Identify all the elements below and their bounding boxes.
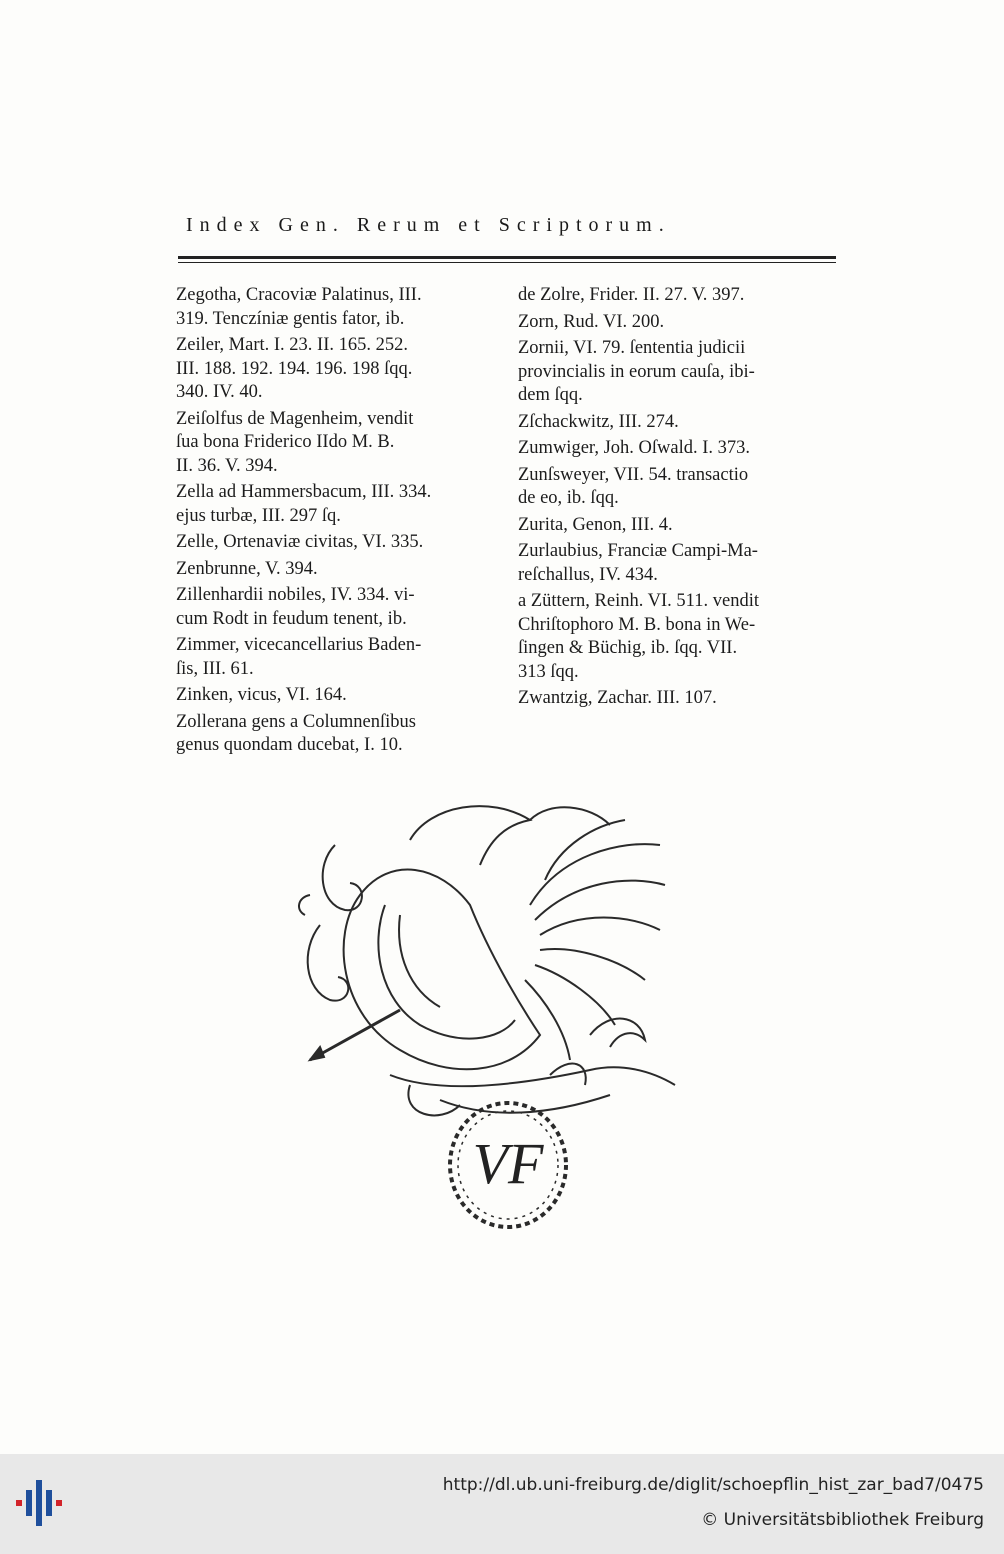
index-entry-line: provincialis in eorum cauſa, ibi- — [518, 361, 755, 382]
index-entry-line: Zenbrunne, V. 394. — [176, 558, 318, 579]
index-entry-line: dem ſqq. — [518, 385, 583, 405]
header-rule-thick — [178, 256, 836, 259]
index-entry-line: 319. Tenczíniæ gentis fator, ib. — [176, 308, 405, 329]
index-entry — [518, 540, 836, 587]
index-column-left — [176, 284, 494, 761]
index-entry — [176, 481, 494, 528]
index-entry-line: 340. IV. 40. — [176, 382, 263, 402]
index-entry-line: Zumwiger, Joh. Oſwald. I. 373. — [518, 438, 751, 458]
index-entry — [518, 514, 836, 538]
index-entry-line: Zeiſolfus de Magenheim, vendit — [176, 408, 414, 429]
index-entry-line: genus quondam ducebat, I. 10. — [176, 735, 403, 755]
index-column-right — [518, 284, 836, 714]
index-entry — [176, 531, 494, 555]
index-entry — [518, 687, 836, 711]
index-entry-line: a Züttern, Reinh. VI. 511. vendit — [518, 591, 759, 611]
index-entry — [518, 464, 836, 511]
index-entry-line: Zelle, Ortenaviæ civitas, VI. 335. — [176, 532, 424, 552]
index-entry-line: Zollerana gens a Columnenſibus — [176, 711, 416, 732]
index-entry-line: Zella ad Hammersbacum, III. 334. — [176, 482, 432, 502]
index-entry-line: Zillenhardii nobiles, IV. 334. vi- — [176, 585, 415, 605]
index-entry-line: 313 ſqq. — [518, 661, 579, 682]
index-entry — [518, 411, 836, 435]
footer-bar — [0, 1454, 1004, 1554]
index-entry-line: cum Rodt in feudum tenent, ib. — [176, 608, 407, 629]
ub-freiburg-logo-icon — [12, 1476, 68, 1532]
index-entry — [176, 558, 494, 582]
rococo-cartouche-ornament — [290, 785, 690, 1235]
index-entry-line: Chriſtophoro M. B. bona in We- — [518, 614, 756, 635]
header-rule-thin — [178, 262, 836, 263]
index-entry-line: Zſchackwitz, III. 274. — [518, 411, 679, 432]
source-url-link[interactable]: http://dl.ub.uni-freiburg.de/diglit/schoepflin_hist_zar_bad7/0475 — [442, 1475, 984, 1495]
index-entry — [176, 284, 494, 331]
index-entry-line: Zwantzig, Zachar. III. 107. — [518, 688, 717, 708]
index-entry-line: Zeiler, Mart. I. 23. II. 165. 252. — [176, 335, 408, 355]
index-entry-line: ſua bona Friderico IIdo M. B. — [176, 432, 395, 452]
index-entry — [176, 334, 494, 405]
index-entry — [176, 711, 494, 758]
index-entry-line: Zegotha, Cracoviæ Palatinus, III. — [176, 285, 422, 305]
index-entry — [518, 337, 836, 408]
index-entry-line: de eo, ib. ſqq. — [518, 488, 619, 508]
index-entry-line: ſingen & Büchig, ib. ſqq. VII. — [518, 638, 738, 658]
copyright-text: © Universitätsbibliothek Freiburg — [701, 1510, 984, 1530]
index-entry-line: Zorn, Rud. VI. 200. — [518, 311, 665, 332]
index-entry — [518, 284, 836, 308]
index-entry-line: III. 188. 192. 194. 196. 198 ſqq. — [176, 358, 413, 379]
index-entry-line: Zinken, vicus, VI. 164. — [176, 685, 347, 705]
index-entry-line: ejus turbæ, III. 297 ſq. — [176, 505, 341, 526]
running-header: Index Gen. Rerum et Scriptorum. — [186, 214, 671, 236]
index-entry-line: II. 36. V. 394. — [176, 455, 278, 476]
index-entry — [176, 408, 494, 479]
index-entry-line: Zunſsweyer, VII. 54. transactio — [518, 464, 749, 485]
index-entry-line: Zimmer, vicecancellarius Baden- — [176, 635, 422, 655]
index-entry-line: ſis, III. 61. — [176, 658, 254, 679]
index-entry-line: reſchallus, IV. 434. — [518, 564, 658, 585]
index-entry — [176, 634, 494, 681]
index-entry-line: Zornii, VI. 79. ſententia judicii — [518, 338, 746, 358]
index-entry-line: Zurlaubius, Franciæ Campi-Ma- — [518, 541, 758, 561]
index-entry-line: de Zolre, Frider. II. 27. V. 397. — [518, 285, 745, 305]
index-entry-line: Zurita, Genon, III. 4. — [518, 514, 673, 535]
index-entry — [176, 684, 494, 708]
index-entry — [176, 584, 494, 631]
index-entry — [518, 590, 836, 684]
vf-monogram: VF — [472, 1131, 544, 1196]
index-entry — [518, 437, 836, 461]
index-entry — [518, 311, 836, 335]
